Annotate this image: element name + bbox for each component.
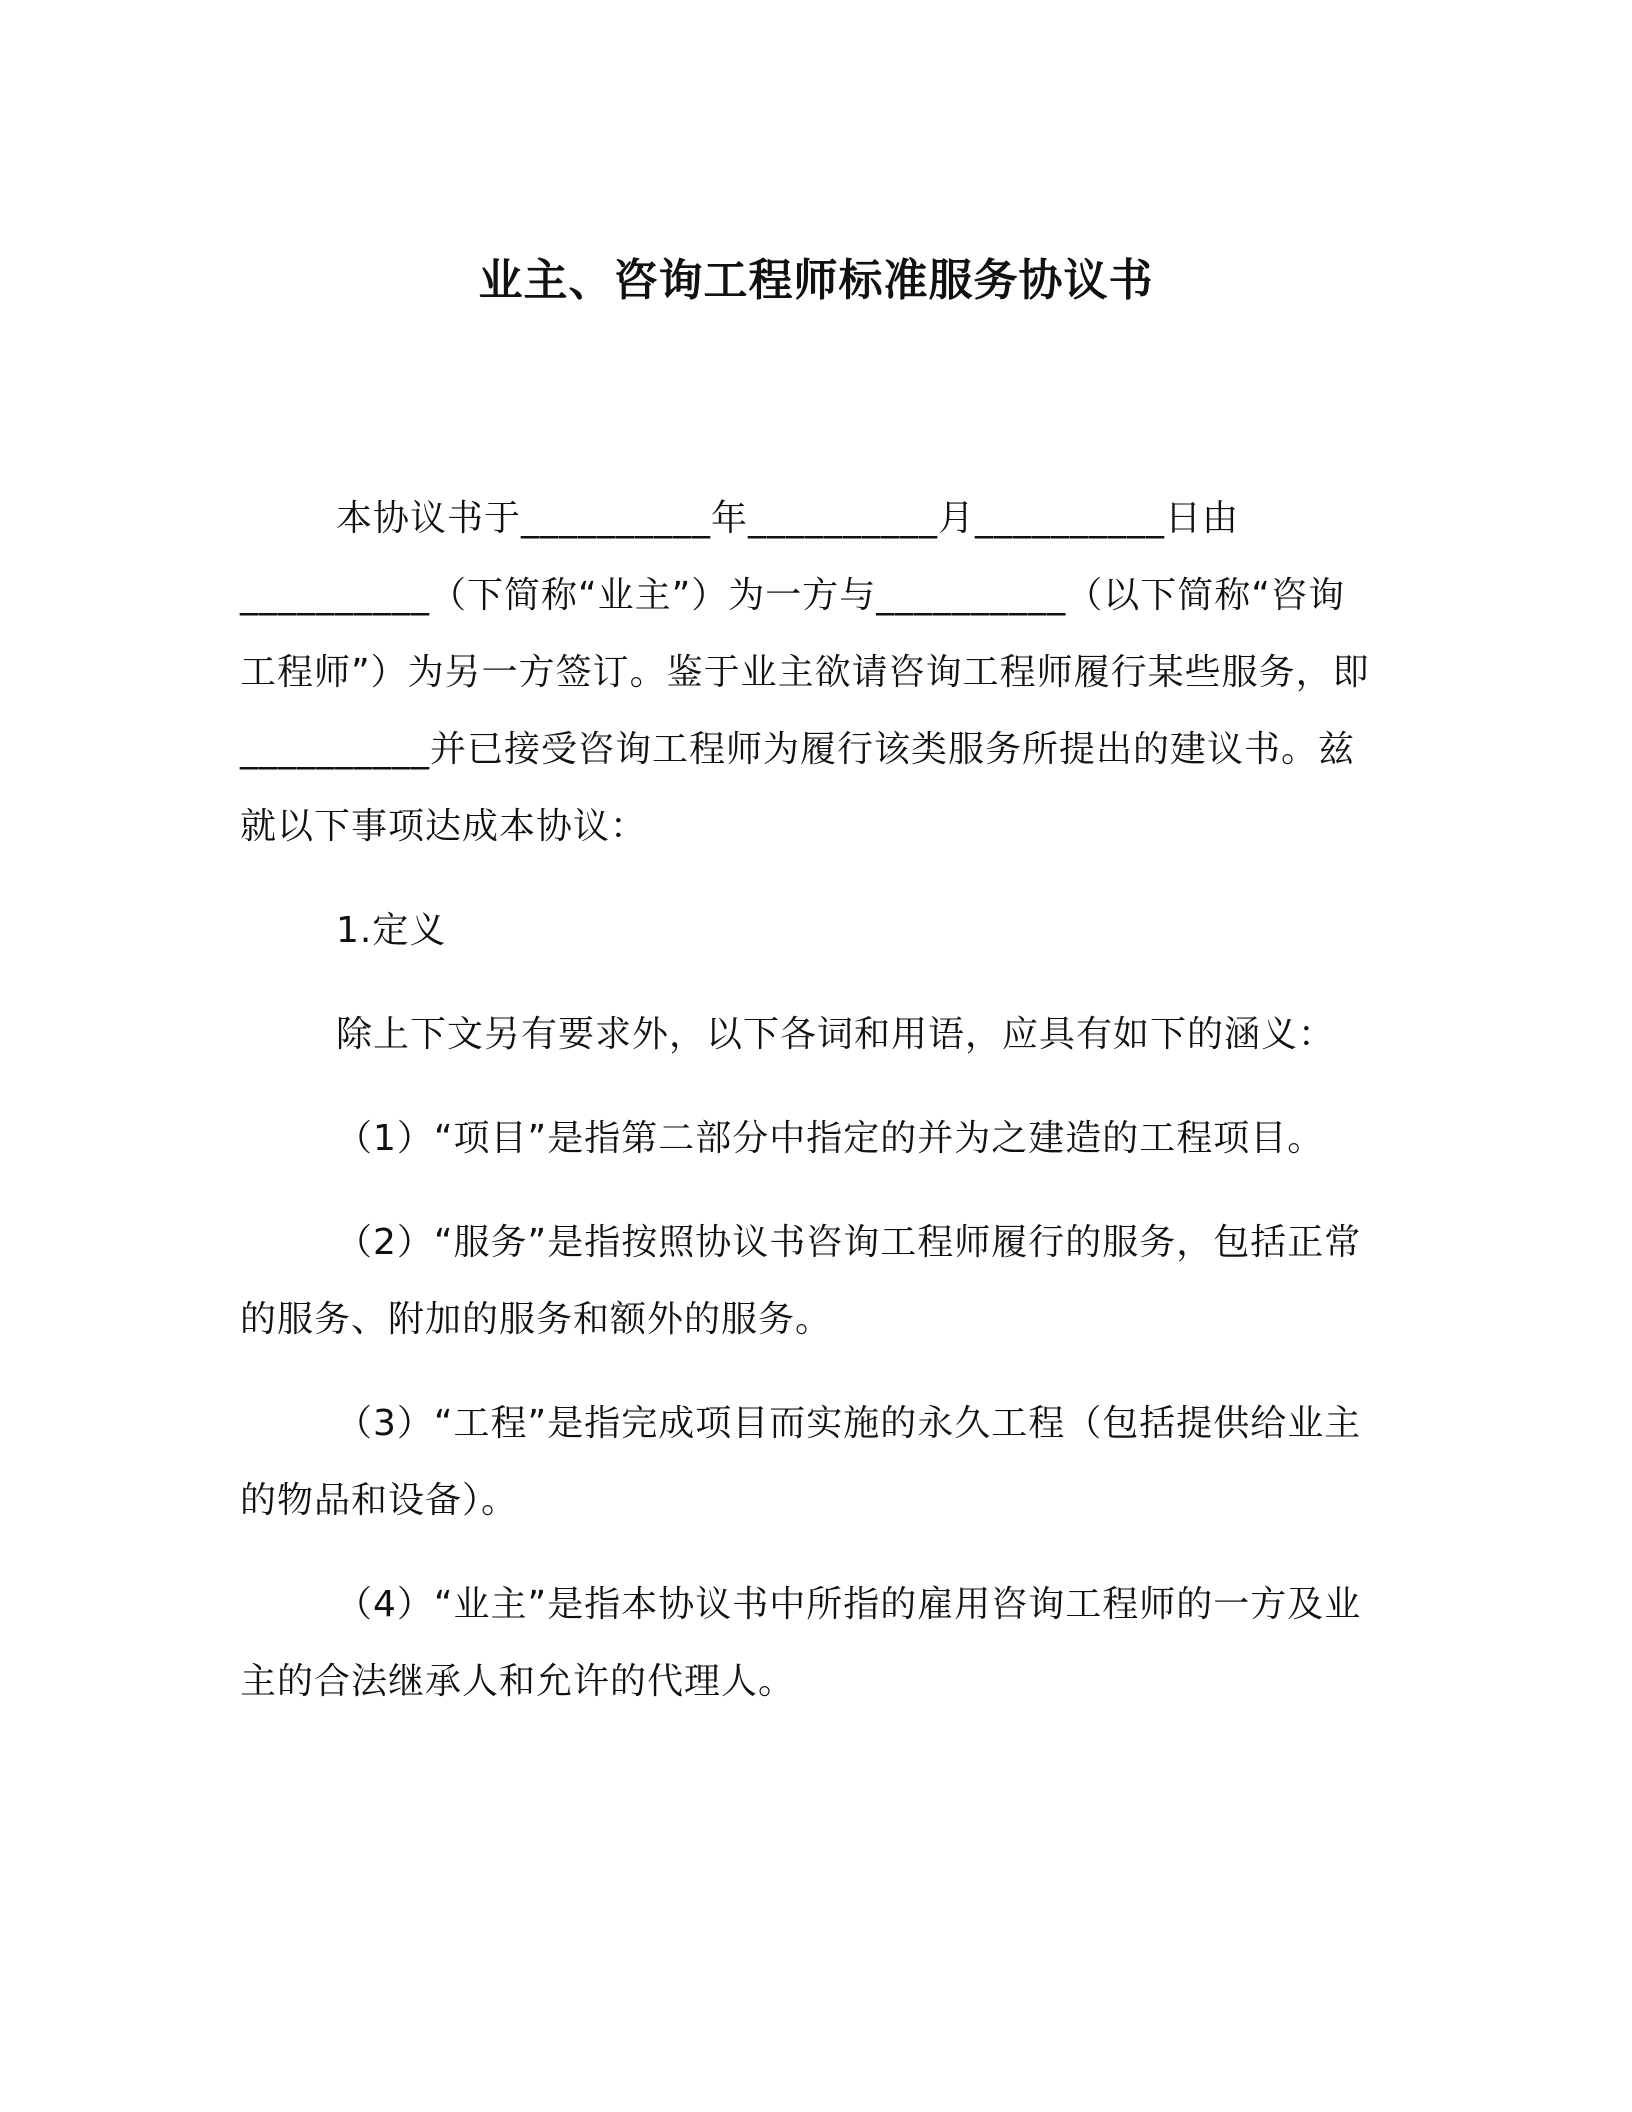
definition-item-2: （2）“服务”是指按照协议书咨询工程师履行的服务，包括正常的服务、附加的服务和额外的服务。 — [240, 1222, 1362, 1340]
definition-item-3: （3）“工程”是指完成项目而实施的永久工程（包括提供给业主的物品和设备）。 — [240, 1403, 1362, 1521]
definition-item-4: （4）“业主”是指本协议书中所指的雇用咨询工程师的一方及业主的合法继承人和允许的代理人。 — [240, 1584, 1362, 1702]
section-heading-definitions: 1.定义 — [336, 910, 447, 951]
document-body — [240, 480, 1370, 1720]
definitions-lead-paragraph: 除上下文另有要求外，以下各词和用语，应具有如下的涵义： — [336, 1014, 1336, 1055]
intro-paragraph: 本协议书于__________年__________月__________日由__________（下简称“业主”）为一方与__________（以下简称“咨询工程师”）为另一方签订。鉴于业主欲请咨询工程师履行某些服务，即__________并已接受咨询工程师为履行该类服务所提出的建议书。兹就以下事项达成本协议： — [240, 498, 1370, 847]
definition-item-1: （1）“项目”是指第二部分中指定的并为之建造的工程项目。 — [336, 1118, 1325, 1159]
document-title: 业主、咨询工程师标准服务协议书 — [478, 255, 1154, 307]
